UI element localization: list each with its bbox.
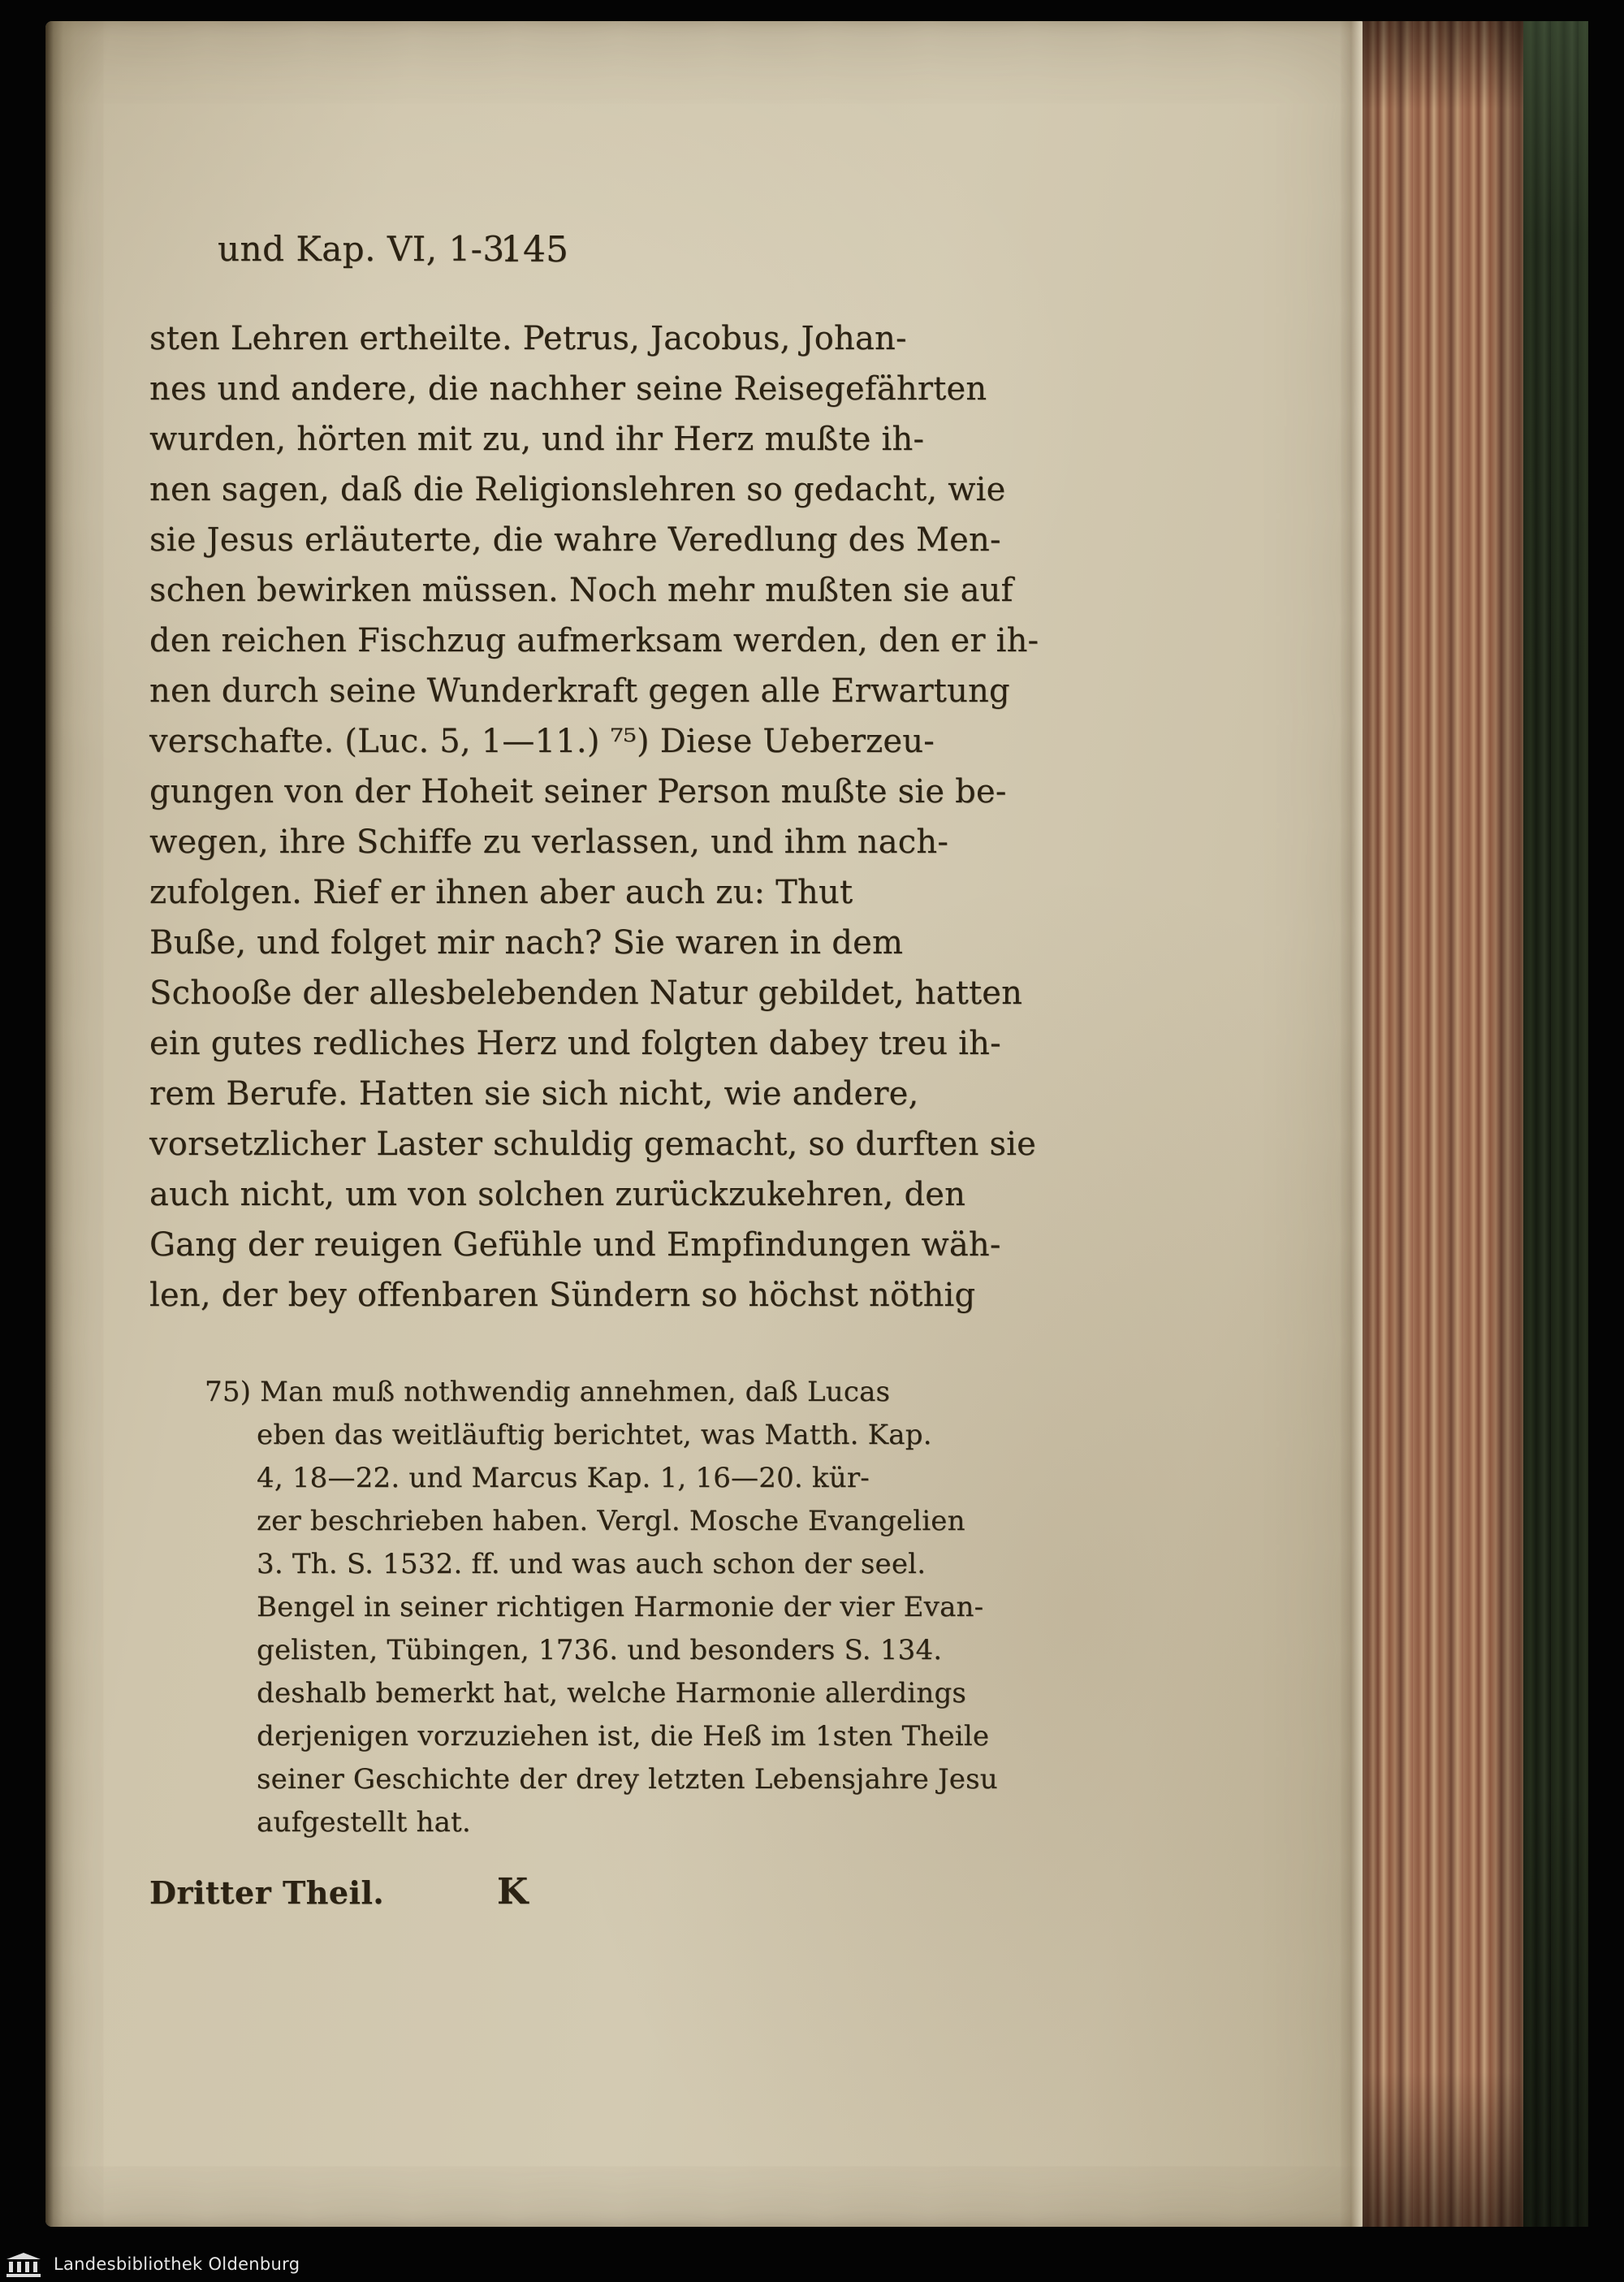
library-logo-icon (5, 2251, 42, 2277)
text-line: 3. Th. S. 1532. ff. und was auch schon der seel. (257, 1548, 926, 1580)
text-line: eben das weitläuftig berichtet, was Matth. Kap. (257, 1419, 932, 1451)
text-line: den reichen Fischzug aufmerksam werden, den er ih- (149, 622, 1039, 659)
text-line: zufolgen. Rief er ihnen aber auch zu: Thut (149, 874, 853, 911)
text-line: verschafte. (Luc. 5, 1—11.) ⁷⁵) Diese Ueberzeu- (149, 723, 935, 760)
text-line: ein gutes redliches Herz und folgten dabey treu ih- (149, 1025, 1001, 1062)
running-title: und Kap. VI, 1-3. (218, 229, 516, 269)
running-header (149, 229, 994, 281)
text-line: wurden, hörten mit zu, und ihr Herz mußte ih- (149, 421, 925, 458)
text-line: deshalb bemerkt hat, welche Harmonie allerdings (257, 1677, 967, 1709)
text-line: len, der bey offenbaren Sündern so höchst nöthig (149, 1277, 976, 1314)
library-branding (5, 2251, 300, 2277)
text-line: Gang der reuigen Gefühle und Empfindungen wäh- (149, 1226, 1001, 1264)
book-fore-edge (1363, 21, 1523, 2227)
text-line: derjenigen vorzuziehen ist, die Heß im 1sten Theile (257, 1720, 990, 1753)
text-line: nes und andere, die nachher seine Reisegefährten (149, 370, 987, 408)
footnote-block (205, 1371, 998, 1844)
text-line: wegen, ihre Schiffe zu verlassen, und ihm nach- (149, 823, 949, 861)
text-line: aufgestellt hat. (257, 1806, 471, 1839)
text-line: gungen von der Hoheit seiner Person mußte sie be- (149, 773, 1007, 810)
page-number: 145 (500, 229, 568, 270)
text-line: Schooße der allesbelebenden Natur gebildet, hatten (149, 975, 1023, 1012)
text-line: zer beschrieben haben. Vergl. Mosche Evangelien (257, 1505, 965, 1537)
text-line: Bengel in seiner richtigen Harmonie der vier Evan- (257, 1591, 984, 1623)
text-line: rem Berufe. Hatten sie sich nicht, wie andere, (149, 1075, 919, 1113)
text-line: 75) Man muß nothwendig annehmen, daß Lucas (205, 1376, 891, 1408)
book-cover-edge (1523, 21, 1588, 2227)
signature-mark: K (497, 1871, 529, 1912)
volume-signature: Dritter Theil. (149, 1874, 385, 1911)
text-line: sie Jesus erläuterte, die wahre Veredlung des Men- (149, 521, 1001, 559)
text-line: 4, 18—22. und Marcus Kap. 1, 16—20. kür- (257, 1462, 870, 1494)
page-footer (149, 1871, 994, 1923)
text-line: auch nicht, um von solchen zurückzukehren, den (149, 1176, 966, 1213)
text-line: seiner Geschichte der drey letzten Lebensjahre Jesu (257, 1763, 998, 1796)
library-logo-label: Landesbibliothek Oldenburg (54, 2254, 300, 2274)
text-line: nen sagen, daß die Religionslehren so gedacht, wie (149, 471, 1006, 508)
text-line: nen durch seine Wunderkraft gegen alle Erwartung (149, 672, 1010, 710)
text-line: sten Lehren ertheilte. Petrus, Jacobus, Johan- (149, 320, 907, 357)
text-line: Buße, und folget mir nach? Sie waren in dem (149, 924, 904, 962)
book-page (45, 21, 1363, 2227)
text-line: gelisten, Tübingen, 1736. und besonders S. 134. (257, 1634, 943, 1666)
body-text (149, 313, 1039, 1320)
text-line: schen bewirken müssen. Noch mehr mußten sie auf (149, 572, 1013, 609)
text-line: vorsetzlicher Laster schuldig gemacht, so durften sie (149, 1126, 1037, 1163)
